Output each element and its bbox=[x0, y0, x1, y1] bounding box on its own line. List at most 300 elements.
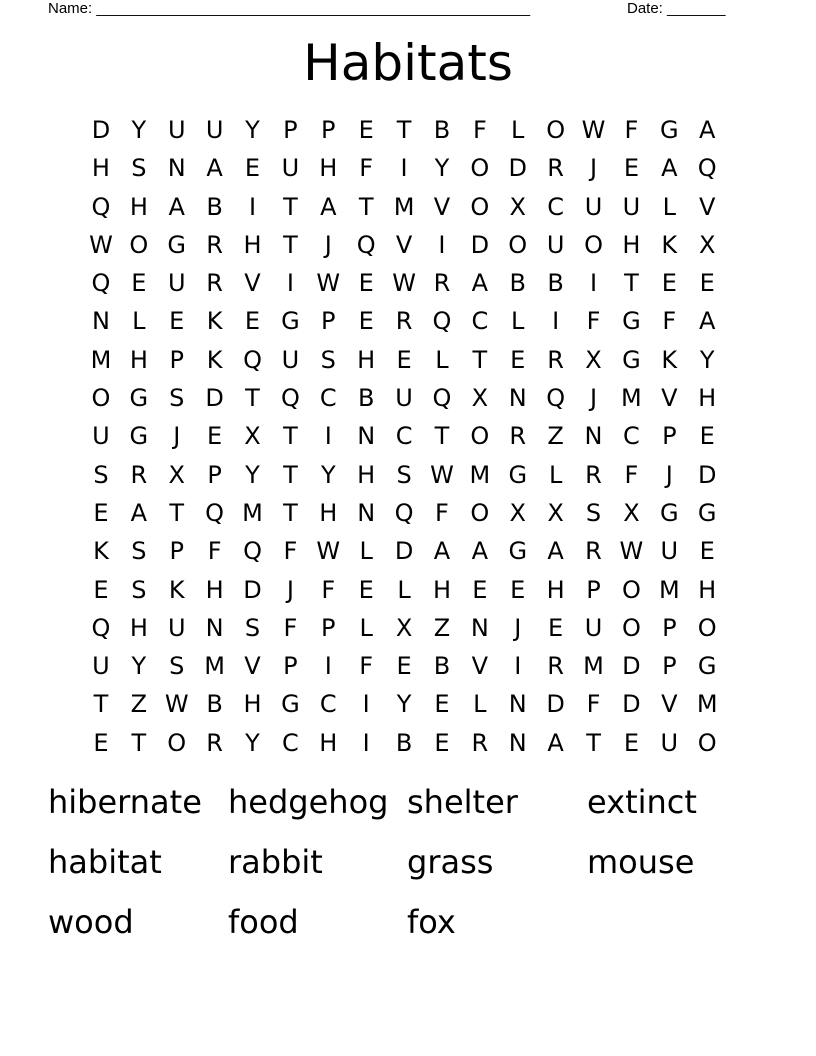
grid-letter: I bbox=[552, 307, 560, 336]
grid-letter: C bbox=[395, 422, 413, 451]
grid-letter: M bbox=[90, 345, 112, 374]
grid-letter: H bbox=[319, 154, 338, 183]
grid-letter: I bbox=[589, 269, 598, 298]
grid-letter: O bbox=[129, 230, 149, 259]
grid-letter: H bbox=[357, 345, 376, 374]
date-field-label: Date: _______ bbox=[627, 0, 726, 17]
grid-letter: T bbox=[283, 460, 298, 489]
grid-letter: A bbox=[433, 537, 451, 566]
grid-letter: W bbox=[89, 230, 113, 259]
grid-letter: R bbox=[395, 307, 413, 336]
grid-letter: Z bbox=[130, 690, 148, 719]
grid-letter: X bbox=[698, 230, 716, 259]
grid-letter: G bbox=[167, 230, 187, 259]
grid-letter: F bbox=[662, 307, 677, 336]
grid-letter: I bbox=[324, 422, 332, 451]
grid-letter: E bbox=[207, 422, 223, 451]
grid-letter: M bbox=[621, 384, 642, 413]
grid-letter: M bbox=[393, 192, 415, 221]
grid-letter: C bbox=[471, 307, 489, 336]
grid-letter: F bbox=[472, 116, 487, 144]
grid-letter: O bbox=[697, 728, 717, 757]
grid-letter: V bbox=[244, 269, 261, 298]
word-list-item: rabbit bbox=[228, 843, 323, 881]
grid-letter: T bbox=[358, 192, 374, 221]
grid-letter: L bbox=[662, 192, 676, 221]
grid-letter: A bbox=[547, 537, 564, 566]
grid-letter: D bbox=[622, 690, 641, 719]
grid-letter: Q bbox=[546, 384, 566, 413]
grid-letter: E bbox=[510, 575, 526, 604]
grid-letter: J bbox=[589, 154, 598, 183]
grid-letter: B bbox=[206, 192, 223, 221]
grid-letter: E bbox=[358, 116, 374, 144]
grid-letter: N bbox=[91, 307, 110, 336]
grid-letter: N bbox=[508, 690, 527, 719]
grid-letter: D bbox=[508, 154, 527, 183]
grid-letter: G bbox=[281, 307, 300, 336]
grid-letter: H bbox=[622, 230, 641, 259]
word-list-item: food bbox=[228, 903, 299, 941]
grid-letter: J bbox=[324, 230, 332, 259]
grid-letter: N bbox=[584, 422, 603, 451]
grid-letter: P bbox=[586, 575, 601, 604]
grid-letter: B bbox=[547, 269, 564, 298]
grid-letter: M bbox=[658, 575, 680, 604]
grid-letter: E bbox=[358, 307, 374, 336]
grid-letter: I bbox=[248, 192, 257, 221]
grid-letter: U bbox=[546, 230, 565, 259]
grid-letter: E bbox=[358, 575, 374, 604]
grid-letter: R bbox=[547, 345, 564, 374]
grid-letter: K bbox=[206, 345, 223, 374]
grid-letter: Q bbox=[697, 154, 717, 183]
grid-letter: Y bbox=[245, 728, 260, 757]
grid-letter: B bbox=[395, 728, 413, 757]
grid-letter: S bbox=[131, 154, 147, 183]
grid-letter: E bbox=[93, 575, 109, 604]
grid-letter: O bbox=[167, 728, 187, 757]
grid-letter: W bbox=[316, 269, 341, 298]
grid-letter: X bbox=[168, 460, 185, 489]
grid-letter: R bbox=[547, 154, 564, 183]
grid-letter: Y bbox=[396, 690, 412, 719]
grid-letter: X bbox=[509, 192, 526, 221]
grid-letter: L bbox=[359, 613, 373, 642]
grid-letter: T bbox=[245, 384, 260, 413]
grid-letter: E bbox=[434, 690, 450, 719]
grid-letter: J bbox=[286, 575, 294, 604]
grid-letter: P bbox=[283, 652, 298, 681]
grid-letter: P bbox=[321, 116, 336, 144]
grid-letter: R bbox=[206, 230, 223, 259]
grid-letter: X bbox=[471, 384, 489, 413]
grid-letter: F bbox=[283, 537, 298, 566]
grid-letter: G bbox=[697, 652, 717, 681]
grid-letter: A bbox=[547, 728, 564, 757]
grid-letter: G bbox=[129, 384, 149, 413]
grid-letter: P bbox=[169, 537, 184, 566]
grid-letter: C bbox=[547, 192, 565, 221]
grid-letter: Q bbox=[243, 345, 262, 374]
grid-letter: P bbox=[207, 460, 222, 489]
grid-letter: Q bbox=[243, 537, 262, 566]
grid-letter: F bbox=[359, 652, 374, 681]
grid-letter: G bbox=[622, 307, 641, 336]
grid-letter: P bbox=[321, 307, 336, 336]
grid-letter: A bbox=[471, 537, 489, 566]
grid-letter: E bbox=[169, 307, 185, 336]
grid-letter: I bbox=[514, 652, 522, 681]
grid-letter: U bbox=[660, 537, 679, 566]
grid-letter: X bbox=[244, 422, 261, 451]
grid-letter: W bbox=[164, 690, 189, 719]
grid-letter: M bbox=[583, 652, 604, 681]
grid-letter: H bbox=[91, 154, 110, 183]
grid-letter: O bbox=[470, 498, 490, 527]
grid-letter: N bbox=[167, 154, 186, 183]
grid-letter: L bbox=[511, 307, 525, 336]
grid-letter: Y bbox=[320, 460, 336, 489]
grid-letter: E bbox=[699, 269, 715, 298]
grid-letter: M bbox=[204, 652, 225, 681]
grid-letter: Q bbox=[432, 384, 452, 413]
grid-letter: P bbox=[169, 345, 184, 374]
grid-letter: G bbox=[660, 498, 679, 527]
grid-letter: Y bbox=[131, 652, 147, 681]
grid-letter: J bbox=[589, 384, 598, 413]
grid-letter: E bbox=[472, 575, 488, 604]
grid-letter: V bbox=[661, 384, 678, 413]
grid-letter: W bbox=[316, 537, 341, 566]
grid-letter: R bbox=[585, 460, 602, 489]
grid-letter: A bbox=[698, 116, 716, 144]
grid-letter: P bbox=[321, 613, 336, 642]
grid-letter: O bbox=[91, 384, 111, 413]
grid-letter: R bbox=[130, 460, 148, 489]
grid-letter: I bbox=[362, 728, 370, 757]
grid-letter: N bbox=[508, 728, 527, 757]
grid-letter: Q bbox=[91, 192, 111, 221]
grid-letter: K bbox=[206, 307, 223, 336]
grid-letter: W bbox=[430, 460, 454, 489]
grid-letter: Y bbox=[434, 154, 450, 183]
grid-letter: V bbox=[244, 652, 261, 681]
grid-letter: Y bbox=[699, 345, 715, 374]
grid-letter: X bbox=[395, 613, 413, 642]
grid-letter: U bbox=[281, 345, 300, 374]
grid-letter: V bbox=[698, 192, 716, 221]
grid-letter: F bbox=[283, 613, 298, 642]
grid-letter: U bbox=[92, 422, 110, 451]
grid-letter: H bbox=[698, 384, 717, 413]
grid-letter: K bbox=[93, 537, 109, 566]
grid-letter: O bbox=[470, 422, 490, 451]
grid-letter: S bbox=[131, 575, 147, 604]
grid-letter: E bbox=[93, 728, 109, 757]
grid-letter: U bbox=[205, 116, 224, 144]
header bbox=[48, 0, 740, 20]
grid-letter: H bbox=[319, 498, 338, 527]
grid-letter: E bbox=[131, 269, 147, 298]
grid-letter: I bbox=[438, 230, 446, 259]
grid-letter: T bbox=[283, 192, 298, 221]
grid-letter: B bbox=[509, 269, 526, 298]
grid-letter: X bbox=[547, 498, 564, 527]
grid-letter: B bbox=[357, 384, 375, 413]
grid-letter: Y bbox=[245, 116, 260, 144]
grid-letter: N bbox=[508, 384, 527, 413]
grid-letter: E bbox=[396, 345, 412, 374]
word-list bbox=[48, 780, 748, 960]
grid-letter: R bbox=[471, 728, 489, 757]
grid-letter: W bbox=[619, 537, 644, 566]
grid-letter: L bbox=[359, 537, 373, 566]
grid-letter: T bbox=[434, 422, 450, 451]
grid-letter: U bbox=[281, 154, 300, 183]
grid-letter: R bbox=[509, 422, 527, 451]
grid-letter: C bbox=[319, 690, 337, 719]
grid-letter: G bbox=[129, 422, 149, 451]
word-list-item: fox bbox=[407, 903, 456, 941]
grid-letter: I bbox=[362, 690, 370, 719]
grid-letter: O bbox=[470, 154, 490, 183]
word-list-item: extinct bbox=[587, 783, 697, 821]
grid-letter: X bbox=[509, 498, 526, 527]
grid-letter: O bbox=[546, 116, 566, 144]
grid-letter: U bbox=[395, 384, 413, 413]
word-list-item: mouse bbox=[587, 843, 695, 881]
grid-letter: I bbox=[400, 154, 408, 183]
grid-letter: H bbox=[546, 575, 565, 604]
grid-letter: U bbox=[167, 613, 186, 642]
grid-letter: T bbox=[283, 498, 298, 527]
grid-letter: E bbox=[396, 652, 412, 681]
grid-letter: D bbox=[546, 690, 565, 719]
grid-letter: E bbox=[623, 154, 639, 183]
grid-letter: J bbox=[665, 460, 673, 489]
grid-letter: E bbox=[244, 307, 261, 336]
grid-letter: T bbox=[131, 728, 147, 757]
grid-letter: L bbox=[473, 690, 487, 719]
grid-letter: G bbox=[660, 116, 679, 144]
grid-letter: A bbox=[320, 192, 337, 221]
grid-letter: H bbox=[129, 613, 148, 642]
grid-letter: S bbox=[320, 345, 336, 374]
grid-letter: S bbox=[585, 498, 602, 527]
grid-letter: M bbox=[242, 498, 263, 527]
grid-letter: J bbox=[514, 613, 522, 642]
grid-letter: G bbox=[622, 345, 641, 374]
grid-letter: F bbox=[359, 154, 374, 183]
grid-letter: V bbox=[395, 230, 413, 259]
grid-letter: K bbox=[168, 575, 185, 604]
grid-letter: U bbox=[584, 613, 603, 642]
grid-letter: Q bbox=[432, 307, 452, 336]
grid-letter: N bbox=[205, 613, 224, 642]
grid-letter: U bbox=[167, 116, 186, 144]
grid-letter: K bbox=[661, 345, 678, 374]
grid-letter: D bbox=[243, 575, 262, 604]
grid-letter: L bbox=[397, 575, 411, 604]
grid-letter: M bbox=[696, 690, 718, 719]
grid-letter: E bbox=[358, 269, 374, 298]
grid-letter: D bbox=[697, 460, 717, 489]
grid-letter: Z bbox=[433, 613, 451, 642]
word-list-item: grass bbox=[407, 843, 494, 881]
grid-letter: S bbox=[169, 652, 185, 681]
grid-letter: H bbox=[357, 460, 376, 489]
grid-letter: T bbox=[624, 269, 639, 298]
word-list-item: hibernate bbox=[48, 783, 202, 821]
grid-letter: R bbox=[206, 728, 223, 757]
grid-letter: E bbox=[93, 498, 109, 527]
grid-letter: E bbox=[548, 613, 564, 642]
grid-letter: H bbox=[319, 728, 338, 757]
grid-letter: V bbox=[471, 652, 489, 681]
grid-letter: D bbox=[394, 537, 414, 566]
grid-letter: T bbox=[93, 690, 109, 719]
grid-letter: J bbox=[173, 422, 181, 451]
grid-letter: L bbox=[511, 116, 525, 144]
grid-letter: H bbox=[698, 575, 717, 604]
grid-letter: H bbox=[243, 230, 262, 259]
grid-letter: B bbox=[433, 116, 451, 144]
grid-letter: A bbox=[661, 154, 678, 183]
grid-letter: R bbox=[433, 269, 451, 298]
grid-letter: Y bbox=[131, 116, 147, 144]
grid-letter: S bbox=[93, 460, 109, 489]
grid-letter: C bbox=[319, 384, 337, 413]
grid-letter: B bbox=[433, 652, 451, 681]
grid-letter: H bbox=[129, 345, 148, 374]
grid-letter: F bbox=[207, 537, 222, 566]
grid-letter: D bbox=[622, 652, 641, 681]
grid-letter: U bbox=[660, 728, 679, 757]
grid-letter: V bbox=[661, 690, 678, 719]
grid-letter: R bbox=[585, 537, 602, 566]
grid-letter: A bbox=[471, 269, 489, 298]
word-list-item: hedgehog bbox=[228, 783, 389, 821]
grid-letter: P bbox=[662, 652, 677, 681]
grid-letter: E bbox=[510, 345, 526, 374]
grid-letter: P bbox=[662, 613, 677, 642]
grid-letter: F bbox=[586, 307, 601, 336]
grid-letter: H bbox=[205, 575, 224, 604]
grid-letter: X bbox=[585, 345, 602, 374]
word-list-item: wood bbox=[48, 903, 134, 941]
grid-letter: V bbox=[433, 192, 451, 221]
grid-letter: F bbox=[624, 460, 639, 489]
grid-letter: T bbox=[396, 116, 412, 144]
grid-letter: G bbox=[508, 537, 528, 566]
grid-letter: U bbox=[584, 192, 603, 221]
grid-letter: U bbox=[92, 652, 110, 681]
grid-letter: O bbox=[508, 230, 528, 259]
grid-letter: O bbox=[584, 230, 603, 259]
grid-letter: K bbox=[661, 230, 678, 259]
grid-letter: E bbox=[434, 728, 450, 757]
grid-letter: O bbox=[621, 575, 641, 604]
grid-letter: Q bbox=[91, 613, 111, 642]
grid-letter: F bbox=[586, 690, 601, 719]
grid-letter: G bbox=[697, 498, 717, 527]
grid-letter: W bbox=[392, 269, 416, 298]
grid-letter: D bbox=[205, 384, 224, 413]
grid-letter: A bbox=[130, 498, 148, 527]
grid-letter: Z bbox=[547, 422, 564, 451]
grid-letter: E bbox=[623, 728, 639, 757]
grid-letter: N bbox=[470, 613, 489, 642]
grid-letter: Q bbox=[280, 384, 300, 413]
grid-letter: A bbox=[206, 154, 223, 183]
grid-letter: T bbox=[283, 422, 298, 451]
name-field-label: Name: ____________________________________________________ bbox=[48, 0, 531, 17]
grid-letter: E bbox=[699, 422, 715, 451]
grid-letter: P bbox=[283, 116, 298, 144]
grid-letter: N bbox=[357, 498, 376, 527]
grid-letter: R bbox=[547, 652, 564, 681]
grid-letter: W bbox=[581, 116, 606, 144]
grid-letter: G bbox=[508, 460, 528, 489]
grid-letter: T bbox=[283, 230, 298, 259]
page-title: Habitats bbox=[303, 34, 513, 92]
grid-letter: O bbox=[621, 613, 641, 642]
grid-letter: G bbox=[281, 690, 300, 719]
word-search-grid bbox=[82, 111, 726, 762]
grid-letter: S bbox=[396, 460, 412, 489]
grid-letter: C bbox=[282, 728, 299, 757]
grid-letter: S bbox=[169, 384, 185, 413]
grid-letter: H bbox=[129, 192, 148, 221]
grid-letter: O bbox=[470, 192, 490, 221]
grid-letter: E bbox=[244, 154, 261, 183]
grid-letter: D bbox=[91, 116, 111, 144]
word-list-item: shelter bbox=[407, 783, 518, 821]
grid-letter: F bbox=[321, 575, 336, 604]
grid-letter: N bbox=[357, 422, 376, 451]
grid-letter: S bbox=[244, 613, 261, 642]
grid-letter: Q bbox=[205, 498, 225, 527]
grid-letter: L bbox=[548, 460, 563, 489]
grid-letter: E bbox=[661, 269, 677, 298]
grid-letter: O bbox=[697, 613, 717, 642]
grid-letter: T bbox=[586, 728, 601, 757]
grid-letter: D bbox=[470, 230, 490, 259]
grid-letter: B bbox=[206, 690, 223, 719]
grid-letter: Q bbox=[356, 230, 376, 259]
grid-letter: L bbox=[132, 307, 146, 336]
grid-letter: Q bbox=[91, 269, 111, 298]
grid-letter: F bbox=[435, 498, 449, 527]
grid-letter: U bbox=[622, 192, 641, 221]
grid-letter: X bbox=[623, 498, 640, 527]
grid-letter: C bbox=[623, 422, 640, 451]
grid-letter: R bbox=[206, 269, 223, 298]
grid-letter: U bbox=[167, 269, 186, 298]
grid-letter: H bbox=[243, 690, 262, 719]
grid-letter: M bbox=[469, 460, 491, 489]
grid-letter: H bbox=[432, 575, 451, 604]
grid-letter: A bbox=[168, 192, 185, 221]
grid-letter: I bbox=[286, 269, 294, 298]
grid-letter: S bbox=[131, 537, 147, 566]
grid-letter: A bbox=[698, 307, 716, 336]
grid-letter: T bbox=[169, 498, 185, 527]
grid-letter: Y bbox=[245, 460, 260, 489]
grid-letter: E bbox=[699, 537, 715, 566]
grid-letter: P bbox=[662, 422, 677, 451]
